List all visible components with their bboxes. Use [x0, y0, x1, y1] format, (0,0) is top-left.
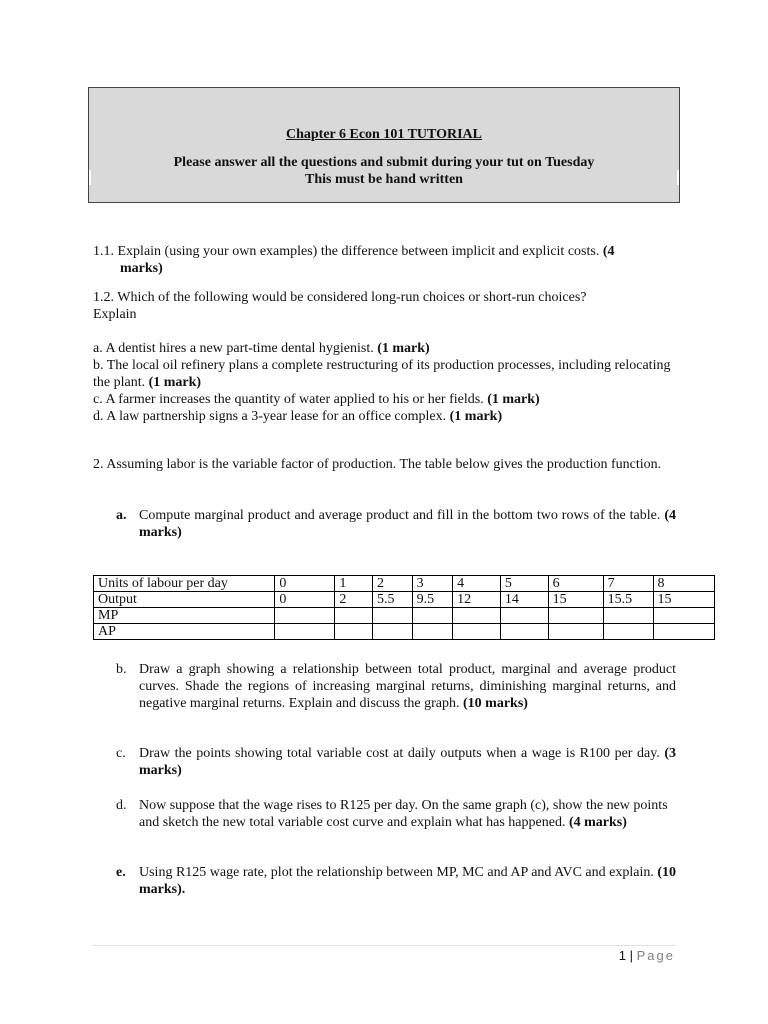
table-cell [653, 624, 714, 640]
part-d [116, 797, 676, 831]
part-e-text: Using R125 wage rate, plot the relationship between MP, MC and AP and AVC and explain. [139, 865, 654, 880]
table-cell [335, 624, 373, 640]
table-cell: 8 [653, 576, 714, 592]
header-left-tick [89, 170, 91, 185]
table-cell [603, 608, 653, 624]
table-cell [500, 608, 548, 624]
question-1-1-marks-start: (4 [602, 244, 615, 259]
table-cell [372, 624, 412, 640]
part-a-text: Compute marginal product and average product and fill in the bottom two rows of the table. [139, 508, 661, 523]
part-e [116, 864, 676, 898]
part-e-label: e. [116, 865, 126, 880]
question-1-2 [93, 289, 683, 323]
table-cell [412, 624, 452, 640]
question-1-2-options [93, 340, 683, 425]
table-cell: 0 [275, 576, 335, 592]
table-cell [335, 608, 373, 624]
question-1-2-line1: 1.2. Which of the following would be considered long-run choices or short-run choices? [93, 290, 587, 305]
page-label: Page [636, 948, 675, 963]
table-row-label: AP [94, 624, 275, 640]
table-cell: 4 [453, 576, 501, 592]
table-cell: 15.5 [603, 592, 653, 608]
part-c-text: Draw the points showing total variable cost at daily outputs when a wage is R100 per day. [139, 746, 660, 761]
part-d-label: d. [116, 798, 127, 813]
part-c-label: c. [116, 746, 126, 761]
table-cell [548, 624, 603, 640]
table-cell [548, 608, 603, 624]
table-cell [412, 608, 452, 624]
table-cell [500, 624, 548, 640]
table-cell [372, 608, 412, 624]
table-cell: 12 [453, 592, 501, 608]
table-cell [453, 608, 501, 624]
option-a-marks: (1 mark) [373, 341, 430, 356]
part-a [116, 507, 676, 541]
production-table [93, 575, 715, 640]
table-cell: 14 [500, 592, 548, 608]
submission-instruction: Please answer all the questions and submit during your tut on Tuesday [173, 155, 595, 170]
option-c-text: c. A farmer increases the quantity of water applied to his or her fields. [93, 392, 484, 407]
table-cell [653, 608, 714, 624]
table-row [94, 624, 715, 640]
option-d-marks: (1 mark) [446, 409, 503, 424]
table-cell: 3 [412, 576, 452, 592]
option-d-text: d. A law partnership signs a 3-year lease for an office complex. [93, 409, 447, 424]
table-cell: 15 [548, 592, 603, 608]
question-1-1-text: 1.1. Explain (using your own examples) the difference between implicit and explicit costs. [93, 244, 600, 259]
table-cell: 5 [500, 576, 548, 592]
option-b [93, 357, 683, 391]
page-separator: | [629, 948, 633, 963]
question-1-1-marks-end: marks) [120, 261, 163, 276]
table-cell: 2 [372, 576, 412, 592]
tutorial-header-box [88, 87, 680, 203]
table-cell [453, 624, 501, 640]
table-cell: 1 [335, 576, 373, 592]
table-cell: 6 [548, 576, 603, 592]
part-b [116, 661, 676, 712]
part-c-marks: (3 marks) [139, 746, 676, 778]
tutorial-title: Chapter 6 Econ 101 TUTORIAL [285, 127, 483, 142]
option-a-text: a. A dentist hires a new part-time dental hygienist. [93, 341, 374, 356]
page-number: 1 [618, 948, 626, 963]
option-d [93, 408, 683, 425]
table-cell: 9.5 [412, 592, 452, 608]
part-d-marks: (4 marks) [568, 815, 627, 830]
table-cell: 2 [335, 592, 373, 608]
part-e-marks: (10 marks). [139, 865, 676, 897]
header-right-tick [677, 170, 679, 185]
question-1-2-line2: Explain [93, 307, 137, 322]
question-1-1 [93, 243, 683, 277]
table-cell [603, 624, 653, 640]
table-cell [275, 624, 335, 640]
option-b-marks: (1 mark) [145, 375, 202, 390]
table-row [94, 608, 715, 624]
table-row-label: MP [94, 608, 275, 624]
question-2: 2. Assuming labor is the variable factor of production. The table below gives the production function. [93, 457, 662, 472]
option-a [93, 340, 683, 357]
part-c [116, 745, 676, 779]
table-cell: 15 [653, 592, 714, 608]
part-a-marks: (4 marks) [139, 508, 676, 540]
footer-rule [93, 945, 675, 946]
table-row-label: Units of labour per day [94, 576, 275, 592]
table-cell [275, 608, 335, 624]
table-cell: 0 [275, 592, 335, 608]
option-c-marks: (1 mark) [483, 392, 540, 407]
part-b-marks: (10 marks) [459, 696, 528, 711]
table-row-label: Output [94, 592, 275, 608]
part-b-label: b. [116, 662, 127, 677]
option-c [93, 391, 683, 408]
table-row [94, 576, 715, 592]
table-cell: 7 [603, 576, 653, 592]
part-d-text: Now suppose that the wage rises to R125 per day. On the same graph (c), show the new points and sketch the new total variable cost curve and explain what has happened. [139, 798, 668, 830]
table-row [94, 592, 715, 608]
part-a-label: a. [116, 508, 127, 523]
table-cell: 5.5 [372, 592, 412, 608]
part-b-text: Draw a graph showing a relationship between total product, marginal and average product curves. Shade the regions of increasing marginal returns, diminishing marginal returns, and negative marginal returns. Explain and discuss the graph. [139, 662, 676, 711]
handwritten-instruction: This must be hand written [305, 172, 463, 187]
option-b-text: b. The local oil refinery plans a complete restructuring of its production processes, including relocating the plant. [93, 358, 671, 390]
page-footer [619, 947, 675, 964]
